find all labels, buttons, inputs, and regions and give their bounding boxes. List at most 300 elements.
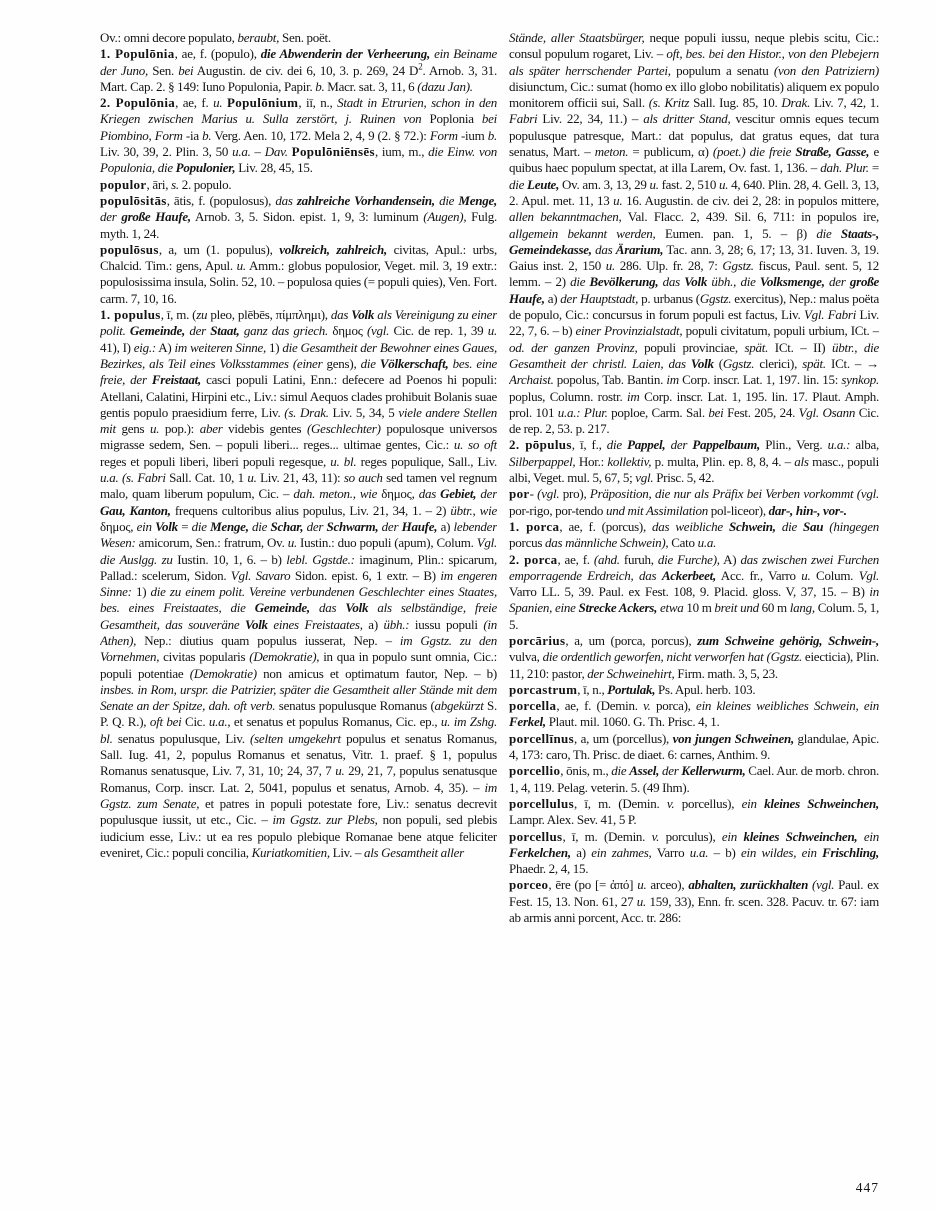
text-run: das	[591, 241, 616, 257]
text-run: die	[434, 192, 459, 208]
text-run: porculus),	[659, 828, 722, 844]
text-run: (Demokratie),	[249, 649, 320, 665]
text-run: Staats-, Gemeindekasse,	[509, 225, 879, 257]
text-run: Ferkelchen,	[509, 844, 571, 860]
text-run: populus et senatus Romanus, Sall. Iug. 41, 2, populus Romanus et senatus, Vitr. 1. praef. § 1, populus Romanus senatusque, Liv. 7, 31, 10; 24, 37, 7	[100, 730, 497, 779]
dictionary-entry	[509, 796, 879, 829]
text-run: (hingegen	[823, 518, 879, 534]
text-run: Völkerschaft,	[379, 355, 449, 371]
text-run: porcellulus	[509, 795, 575, 811]
text-run: Assel,	[629, 763, 660, 779]
text-run: Augustin. de civ. dei 6, 10, 3. p. 269, 24 D	[193, 62, 419, 78]
text-run: 41), I)	[100, 339, 134, 355]
text-run: (in Athen),	[100, 616, 497, 648]
text-run: synkop.	[841, 372, 879, 388]
text-run: u.a.	[232, 144, 251, 160]
dictionary-entry	[509, 486, 879, 519]
text-run: Colum.	[810, 567, 859, 583]
text-run: e quibus haec populum spectat, at illa Larem, Ov. fast. 1, 136. –	[509, 144, 879, 176]
text-run: übh., die	[707, 274, 760, 290]
text-run: a)	[570, 844, 592, 860]
text-run: fiscus, Paul. sent. 5, 12 lemm. – 2)	[509, 258, 879, 290]
text-run: pop.):	[159, 421, 200, 437]
text-run: übh.:	[383, 616, 410, 632]
text-run: populōsus	[100, 241, 159, 257]
dictionary-entry	[509, 763, 879, 796]
text-run: Arnob. 3, 5. Sidon. epist. 1, 9, 3: luminum	[190, 209, 424, 225]
text-run: senatus populusque Romanus (	[275, 698, 435, 714]
text-run: a)	[544, 290, 561, 306]
text-run: der	[185, 323, 211, 339]
text-run: 2	[418, 61, 423, 72]
page-number: 447	[855, 1180, 879, 1195]
text-run: pleo, plēbēs, πίμπλημι),	[207, 307, 331, 323]
column-left	[100, 30, 497, 1175]
text-run: eiecticia), Plin. 11, 210: pastor,	[509, 649, 879, 681]
text-run: 2. Populōnia	[100, 95, 176, 111]
text-run: Amm.: globus populosior, Veget. mil. 3, 19 extr.: populosissima insula, Solin. 52, 10. – populosa quies (= populi quies), Ven. Fort. carm. 7, 10, 16.	[100, 258, 497, 306]
text-run: u.	[213, 95, 223, 111]
text-run: 60 m	[758, 600, 790, 616]
text-run: non amicus et optimatum fautor, Nep. – b)	[256, 665, 497, 681]
text-run: por	[509, 486, 530, 502]
text-run: das zwischen zwei Furchen emporragende Erdreich, das	[509, 551, 879, 583]
text-run: große Haufe,	[509, 274, 879, 306]
text-run: im Ggstz. zu den Vornehmen,	[100, 632, 497, 665]
text-run: Liv. 22, 34, 11.) –	[537, 111, 644, 127]
text-run: Plin., Verg.	[760, 437, 828, 453]
text-run: neque populi iussu, neque plebis scitu, Cic.: consul populum rogaret, Liv. –	[509, 30, 879, 62]
text-run: Fabri	[509, 111, 538, 127]
text-run: , ī, n.,	[577, 681, 608, 697]
text-run: abhalten, zurückhalten	[688, 877, 809, 893]
text-run: Volk	[155, 518, 178, 534]
text-run: , ī, m. (Demin.	[574, 795, 667, 811]
text-run: Gemeinde,	[254, 600, 310, 616]
text-run: von jungen Schweinen,	[672, 730, 794, 746]
text-run: zu	[196, 307, 208, 323]
text-run: u.	[637, 877, 647, 893]
text-run: Fulg. myth. 1, 24.	[100, 209, 497, 241]
text-run: Portulak,	[607, 681, 656, 697]
dictionary-entry	[509, 552, 879, 633]
text-run: der	[100, 209, 122, 225]
text-run: , ōnis, m.,	[560, 763, 612, 779]
text-run: Iustin. 10, 1, 6. – b)	[172, 551, 287, 567]
text-run: populum a senatu	[670, 62, 774, 78]
text-run: Vgl. die Auslgg. zu	[100, 535, 497, 567]
text-run: ICt. – II)	[768, 339, 832, 355]
text-run: als Vereinigung zu einer polit.	[100, 307, 497, 339]
text-run: eig.:	[133, 339, 156, 355]
text-run: non populi, sed plebis iudicium esse, Liv.: ut ea res populo plebique Romanae bene atque feliciter eveniret, Cic.: populi concilia,	[100, 812, 497, 860]
text-run: b.	[487, 127, 497, 143]
text-run: (von den Patriziern)	[773, 62, 879, 78]
text-run: die	[248, 518, 271, 534]
dictionary-entry	[509, 519, 879, 552]
text-run: clerici),	[754, 355, 803, 371]
text-run: u.	[149, 421, 160, 437]
text-run: volkreich, zahlreich,	[279, 241, 387, 257]
text-run: (Geschlechter)	[306, 421, 381, 437]
text-run: die	[570, 274, 590, 290]
text-run: Liv. 28, 45, 15.	[235, 160, 313, 176]
text-run: frequens cultoribus alius populus, Liv. 21, 34, 1. – 2)	[170, 502, 451, 518]
text-run: Cato	[668, 535, 698, 551]
text-run: populi civitatum, populi urbium, ICt. –	[682, 323, 879, 339]
text-run: S. P. Q. R.),	[100, 698, 497, 730]
text-run: Vgl. Osann	[798, 404, 856, 420]
text-run: iussu populi	[409, 616, 484, 632]
text-run: abgekürzt	[434, 698, 484, 714]
text-run: Ferkel,	[509, 714, 546, 730]
text-run: u. bl.	[330, 453, 357, 469]
text-run: , ātis, f. (populosus),	[166, 192, 276, 208]
text-run: exercitus), Nep.: malus poëta de populo, Cic.: concursus in forum populi est factus, Liv.	[509, 290, 879, 323]
text-run: Paul. ex Fest. 15, 13. Non. 61, 27	[509, 877, 879, 909]
text-run: vulva,	[509, 649, 543, 665]
text-run: u.	[649, 176, 659, 192]
text-run: Corp. inscr. Lat. 1, 195. lin. 17. Plaut. Amph. prol. 101	[509, 388, 879, 420]
text-run: Leute,	[527, 176, 560, 192]
text-run: , ae, f.	[557, 551, 594, 567]
text-run: eines Freistaates,	[267, 616, 363, 632]
text-run: bei	[708, 404, 724, 420]
text-run: große Haufe,	[121, 209, 191, 225]
text-run: (Augen),	[423, 209, 467, 225]
text-run: übtr., wie	[450, 502, 497, 518]
text-run: das	[275, 192, 297, 208]
text-run: u.a.	[697, 535, 717, 551]
dictionary-entry	[100, 307, 497, 861]
text-run: a)	[437, 518, 454, 534]
text-run: u.a. (s. Fabri	[100, 470, 166, 486]
text-run: =	[868, 160, 879, 176]
text-run: beraubt,	[237, 30, 280, 45]
text-run: Varro LL. 5, 39. Paul. ex Fest. 108, 9. Placid. gloss. V, 37, 15. – B)	[509, 584, 870, 600]
text-run: Populōniēnsēs	[291, 144, 375, 160]
text-run: fast. 2, 510	[658, 176, 719, 192]
text-run: Sall. Iug. 85, 10.	[689, 95, 782, 111]
text-run: , a, um (porca, porcus),	[565, 632, 698, 648]
text-run: kollektiv,	[607, 453, 652, 469]
text-run: Populonier,	[175, 160, 236, 176]
text-run: dar-, hin-, vor-.	[768, 502, 847, 518]
text-run: od. der ganzen Provinz,	[509, 339, 638, 355]
dictionary-entry	[509, 30, 879, 437]
text-run: et patres in populi potestate fore, Liv.: senatus decrevit populusque iussit, ut etc., Cic. –	[100, 795, 497, 828]
text-run: Prisc. 5, 42.	[653, 470, 715, 486]
text-run: Liv. 30, 39, 2. Plin. 3, 50	[100, 144, 233, 160]
text-run: , ae, f.	[175, 95, 214, 111]
text-run: Firm. math. 3, 5, 23.	[674, 665, 778, 681]
text-run: porcellīnus	[509, 730, 575, 746]
text-run: δημος	[332, 323, 367, 339]
text-run: in qua in populo sunt omnia, Cic.: populi potentiae	[100, 649, 497, 681]
text-run: u. so oft	[453, 437, 497, 453]
text-run: Gemeinde,	[129, 323, 186, 339]
text-run: Stände, aller Staatsbürger,	[509, 30, 645, 45]
text-run: u.a.:	[827, 437, 851, 453]
text-run: Silberpappel,	[509, 453, 576, 469]
text-run: u.	[801, 567, 811, 583]
text-run: por-rigo, por-tendo	[509, 502, 606, 518]
text-run: kleines Schweinchen,	[743, 828, 858, 844]
text-run: meton.	[594, 144, 629, 160]
text-run: insbes. in Rom, urspr. die Patrizier, später die Gesamtheit aller Stände mit dem Senate an der Spitze, dah. oft verb.	[100, 681, 497, 714]
text-run: 1)	[131, 584, 151, 600]
text-run: zahlreiche Vorhandensein,	[296, 192, 435, 208]
text-run: , ēre (po [= ἀπό]	[548, 877, 638, 893]
text-run: als dritter Stand,	[643, 111, 731, 127]
text-run: Ggstz.	[699, 290, 732, 306]
dictionary-entry	[509, 731, 879, 764]
text-run: spät.	[744, 339, 769, 355]
text-run: 2. populo.	[178, 176, 232, 192]
text-run: Val. Flacc. 2, 439. Sil. 6, 711: in populos ire,	[621, 209, 879, 225]
text-run: et senatus et populus Romanus, Cic. ep.,	[230, 714, 441, 730]
text-columns	[100, 30, 879, 1175]
text-run: u.	[613, 192, 623, 208]
text-run: die	[606, 437, 628, 453]
text-run: ein wildes, ein	[740, 844, 823, 860]
text-run: glandulae, Apic. 4, 173: caro, Th. Prisc. de diaet. 6: carnes, Anthim. 9.	[509, 730, 879, 763]
text-run: Vgl.	[858, 567, 879, 583]
text-run: Ggstz.	[722, 355, 755, 371]
text-run: die Gesamtheit der Bewohner eines Gaues, Bezirkes, als Teil eines Volksstammes (einer	[100, 339, 497, 371]
text-run: Poplonia	[429, 111, 482, 127]
text-run: b.	[202, 127, 212, 143]
text-run: Ov.: omni decore populato,	[100, 30, 238, 45]
text-run: und mit Assimilation	[605, 502, 708, 518]
dictionary-entry	[509, 682, 879, 698]
text-run: Kellerwurm,	[681, 763, 746, 779]
text-run: =	[177, 518, 192, 534]
text-run: allen bekanntmachen,	[509, 209, 622, 225]
text-run: 1)	[266, 339, 283, 355]
text-run: Ps. Apul. herb. 103.	[655, 681, 756, 697]
text-run: pro),	[559, 486, 590, 502]
text-run: der	[378, 518, 402, 534]
text-run: in Spanien, eine	[509, 584, 879, 616]
text-run: Sau	[803, 518, 824, 534]
text-run: u.	[636, 893, 647, 909]
text-run: dah. Plur.	[820, 160, 869, 176]
text-run: poplus, Column. rostr.	[509, 388, 628, 404]
text-run: , ae, f. (Demin.	[556, 698, 644, 714]
text-run: spät.	[802, 355, 826, 371]
text-run: im	[627, 388, 640, 404]
text-run: 10 m	[683, 600, 715, 616]
text-run: u.	[236, 258, 246, 274]
text-run: dah. meton., wie	[293, 486, 382, 502]
text-run: Volk	[244, 616, 268, 632]
dictionary-entry	[100, 30, 497, 46]
text-run: u. im Zshg. bl.	[100, 714, 497, 746]
text-run: u.	[487, 323, 497, 339]
text-run: popolus, Tab. Bantin.	[553, 372, 667, 388]
text-run: ein	[857, 828, 879, 844]
text-run: Varro	[651, 844, 690, 860]
text-run: Menge,	[210, 518, 249, 534]
dictionary-entry	[100, 242, 497, 307]
text-run: porceo	[509, 877, 549, 893]
text-run: u.	[247, 470, 257, 486]
text-run: v.	[651, 828, 660, 844]
text-run: Nep.: diutius quam populus iusserat, Nep. –	[136, 632, 400, 648]
text-run: u.a.	[689, 844, 709, 860]
text-run: so auch	[343, 470, 383, 486]
text-run: die	[509, 176, 527, 192]
text-run: das	[309, 600, 346, 616]
text-run: Dav.	[264, 144, 288, 160]
text-run: Archaist.	[509, 372, 554, 388]
text-run: die	[360, 355, 380, 371]
text-run: als Gesamtheit aller	[363, 844, 464, 860]
text-run: porcella	[509, 698, 557, 714]
text-run: die Furche),	[657, 551, 720, 567]
text-run: Frischling,	[822, 844, 879, 860]
dictionary-entry	[509, 829, 879, 878]
text-run: , ae, f. (populo),	[174, 46, 261, 62]
text-run: Vgl. Savaro	[230, 567, 291, 583]
text-run: Ackerbeet,	[661, 567, 717, 583]
text-run: bei	[178, 62, 194, 78]
text-run: der Hauptstadt,	[560, 290, 639, 306]
column-right	[509, 30, 879, 1175]
text-run: alba,	[850, 437, 879, 453]
text-run: Schwarm,	[326, 518, 379, 534]
text-run: , ī, f.,	[571, 437, 607, 453]
text-run: Liv. 5, 34, 5	[328, 404, 399, 420]
text-run: das	[658, 274, 685, 290]
text-run: (	[713, 355, 723, 371]
dictionary-entry	[100, 177, 497, 193]
text-run: (ahd.	[593, 551, 620, 567]
text-run: bes. eine freie, der	[100, 355, 497, 388]
text-run: porcellus),	[674, 795, 742, 811]
text-run: oft bei	[149, 714, 182, 730]
text-run: Staat,	[210, 323, 240, 339]
text-run: b.	[315, 78, 325, 94]
text-run: Freistaat,	[151, 372, 202, 388]
text-run: porcārius	[509, 632, 566, 648]
text-run: aber	[199, 421, 223, 437]
text-run: lebl. Ggstde.:	[286, 551, 355, 567]
dictionary-entry	[100, 46, 497, 95]
text-run: Form	[429, 127, 458, 143]
text-run: u.	[718, 176, 729, 192]
text-run: –	[250, 144, 265, 160]
text-run: 1. populus	[100, 307, 161, 323]
text-run: im Ggstz. zur Plebs,	[272, 812, 378, 828]
text-run: disiunctum, Cic.: sumat (homo ex illo globo nobilitatis) aliquem ex populo monitorem officii sui, Sall.	[509, 78, 879, 111]
text-run: Sen. poët.	[279, 30, 331, 45]
text-run: masc., populi albi, Veget. mul. 5, 67, 5;	[509, 453, 879, 486]
text-run: (vgl.	[808, 877, 835, 893]
text-run: lang,	[789, 600, 815, 616]
text-run: u.	[287, 535, 297, 551]
text-run: der	[659, 763, 682, 779]
text-run: die ordentlich geworfen, nicht verworfen hat (Ggstz.	[542, 649, 802, 665]
text-run: , āri,	[146, 176, 172, 192]
text-run: gens	[121, 421, 150, 437]
text-run: furuh,	[619, 551, 658, 567]
text-run: ein kleines weibliches Schwein, ein	[696, 698, 879, 714]
text-run: populi provinciae,	[637, 339, 745, 355]
text-run: Strecke Ackers,	[578, 600, 658, 616]
dictionary-entry	[509, 437, 879, 486]
text-run: u.	[335, 763, 345, 779]
text-run: ein	[741, 795, 765, 811]
text-run: ein Beiname der Juno,	[100, 46, 497, 78]
text-run: u.a.,	[208, 714, 231, 730]
text-run: , ae, f. (porcus),	[559, 518, 653, 534]
text-run: Präposition, die nur als Präfix bei Verben vorkommt (vgl.	[589, 486, 879, 502]
text-run: das weibliche	[652, 518, 730, 534]
text-run: Drak.	[781, 95, 811, 111]
text-run: porcus	[509, 535, 545, 551]
text-run: der	[303, 518, 327, 534]
text-run: ganz das griech.	[239, 323, 333, 339]
dictionary-entry	[100, 95, 497, 176]
text-run: das	[330, 307, 352, 323]
text-run: -ia	[182, 127, 203, 143]
text-run: im	[666, 372, 679, 388]
text-run: Pappel,	[627, 437, 666, 453]
text-run: Pappelbaum,	[692, 437, 761, 453]
text-run: Haufe,	[401, 518, 438, 534]
text-run: Populōnium	[226, 95, 299, 111]
text-run: Kuriatkomitien,	[251, 844, 330, 860]
text-run: videbis gentes	[222, 421, 307, 437]
text-run: δημος,	[381, 486, 419, 502]
text-run: porcastrum	[509, 681, 578, 697]
text-run: die	[611, 763, 630, 779]
text-run: casci populi Latini, Enn.: defecere ad Poenos hi populi: Atellani, Calatini, Hirpini etc., Liv.: simul Aequos clades prohibuit Bolanis suae gentis populo praesidium ferre, Liv.	[100, 372, 497, 420]
text-run: der	[824, 274, 850, 290]
text-run: p. multa, Plin. ep. 8, 8, 4. –	[651, 453, 795, 469]
text-run: Menge,	[458, 192, 497, 208]
text-run: Volk	[351, 307, 375, 323]
text-run: die	[816, 225, 841, 241]
text-run: -	[529, 486, 538, 502]
text-run: einer Provinzialstadt,	[575, 323, 683, 339]
text-run: reges et populi liberi, liberi populi regesque,	[100, 453, 331, 469]
text-run: Plaut. mil. 1060. G. Th. Prisc. 4, 1.	[545, 714, 720, 730]
text-run: Gebiet,	[440, 486, 477, 502]
text-run: etwa	[657, 600, 684, 616]
text-run: s.	[171, 176, 179, 192]
text-run: (s. Drak.	[284, 404, 329, 420]
text-run: populōsitās	[100, 192, 167, 208]
text-run: Fest. 205, 24.	[723, 404, 799, 420]
text-run: die	[775, 518, 804, 534]
text-run: Sidon. epist. 6, 1 extr. – B)	[290, 567, 441, 583]
text-run: poploe, Carm. Sal.	[607, 404, 709, 420]
text-run: Straße, Gasse,	[795, 144, 870, 160]
text-run: Verg. Aen. 10, 172. Mela 2, 4, 9 (2. § 72.):	[211, 127, 430, 143]
text-run: . Arnob. 3, 31. Mart. Cap. 2. § 149: Iuno Populonia, Papir.	[100, 62, 497, 94]
text-run: die zu einem polit. Vereine verbundenen Geschlechter eines Staates, bes. eines Freistaates, die	[100, 584, 497, 616]
text-run: Volksmenge,	[759, 274, 825, 290]
text-run: Ärarium,	[615, 241, 664, 257]
text-run: oft, bes. bei den Histor., von den Plebejern als später herrschender Partei,	[509, 46, 879, 78]
text-run: imaginum, Plin.: spicarum, Pallad.: scelerum, Sidon.	[100, 551, 497, 583]
text-run: Hor.:	[575, 453, 608, 469]
text-run: der	[665, 437, 693, 453]
text-run: Macr. sat. 3, 11, 6	[324, 78, 418, 94]
